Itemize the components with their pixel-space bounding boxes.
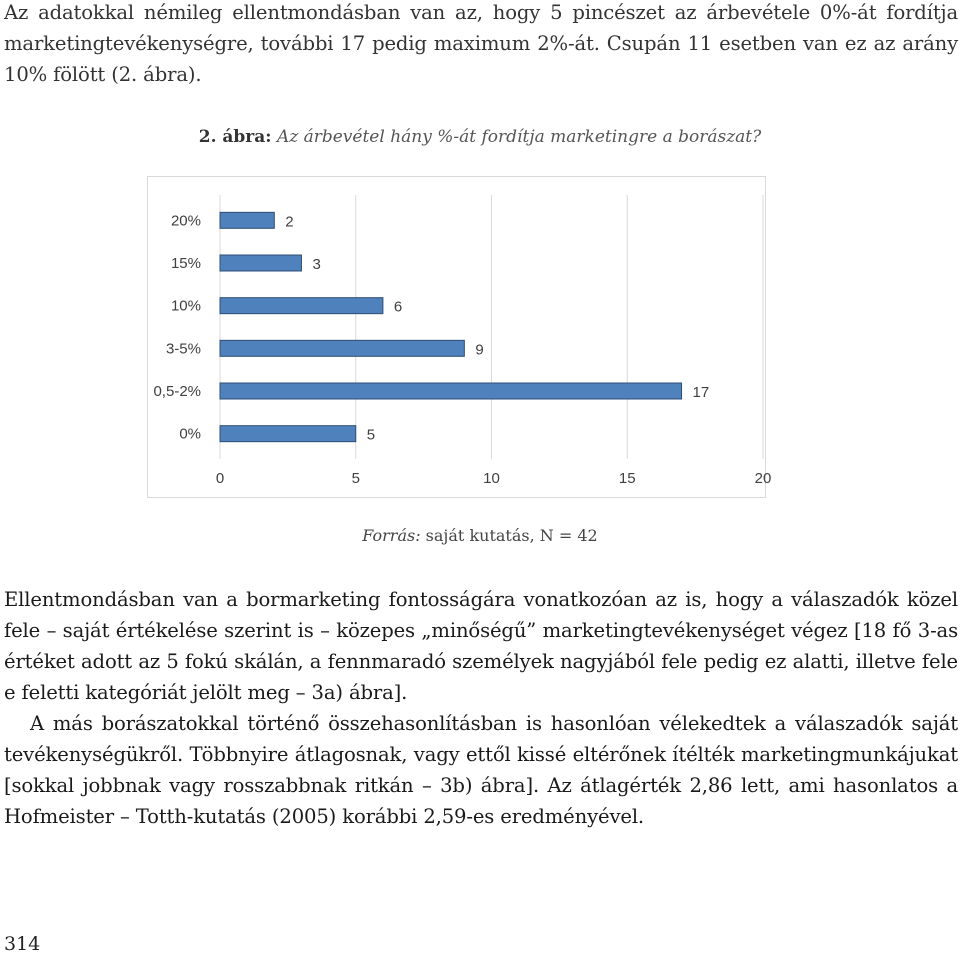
x-tick-label: 0 xyxy=(215,470,225,487)
bar xyxy=(220,383,682,399)
source-text: saját kutatás, N = 42 xyxy=(425,526,598,545)
figure-caption xyxy=(0,127,960,147)
data-label: 3 xyxy=(312,256,321,273)
y-tick-label: 20% xyxy=(170,212,201,230)
bar xyxy=(220,426,356,442)
y-tick-label: 3-5% xyxy=(165,340,201,358)
x-tick-label: 15 xyxy=(618,470,636,487)
paragraph-3: A más borászatokkal történő összehasonlításban is hasonlóan vélekedtek a válaszadók saját tevékenységükről. Többnyire átlagosnak, vagy ettől kissé eltérőnek ítélték marketingmunkájukat [sokkal jobbnak vagy rosszabbnak ritkán – 3b) ábra]. Az átlagérték 2,86 lett, ami hasonlatos a Hofmeister – Totth-kutatás (2005) korábbi 2,59-es eredményével. xyxy=(4,712,958,828)
data-label: 6 xyxy=(393,298,403,316)
figure-source xyxy=(0,526,960,545)
paragraph-2: Ellentmondásban van a bormarketing fontosságára vonatkozóan az is, hogy a válaszadók közel fele – saját értékelése szerint is – közepes „minőségű” marketingtevékenységet végez [18 fő 3-as értéket adott az 5 fokú skálán, a fennmaradó személyek nagyjából fele pedig ez alatti, illetve fele e feletti kategóriát jelölt meg – 3a) ábra]. xyxy=(4,588,958,704)
page-number: 314 xyxy=(4,933,41,955)
data-label: 5 xyxy=(366,426,376,444)
source-label: Forrás: xyxy=(362,526,421,545)
data-label: 2 xyxy=(285,213,294,231)
y-tick-label: 15% xyxy=(170,255,201,272)
x-tick-label: 5 xyxy=(351,470,360,487)
bar xyxy=(220,298,383,314)
bar xyxy=(220,340,464,356)
data-label: 17 xyxy=(692,384,710,401)
intro-paragraph: Az adatokkal némileg ellentmondásban van az, hogy 5 pincészet az árbevétele 0%-át fordítja marketingtevékenységre, további 17 pedig maximum 2%-át. Csupán 11 esetben van ez az arány 10% fölött (2. ábra). xyxy=(4,1,958,86)
data-label: 9 xyxy=(475,341,484,359)
figure-title: Az árbevétel hány %-át fordítja marketingre a borászat? xyxy=(276,127,762,147)
y-tick-label: 0,5-2% xyxy=(153,383,201,400)
x-tick-label: 10 xyxy=(483,470,500,487)
y-tick-label: 10% xyxy=(170,297,201,315)
chart-svg xyxy=(148,177,772,499)
bar xyxy=(220,255,301,271)
x-tick-label: 20 xyxy=(754,470,772,487)
bar-chart xyxy=(147,176,772,498)
figure-label: 2. ábra: xyxy=(198,127,272,147)
y-tick-label: 0% xyxy=(179,425,201,443)
bar xyxy=(220,212,274,228)
